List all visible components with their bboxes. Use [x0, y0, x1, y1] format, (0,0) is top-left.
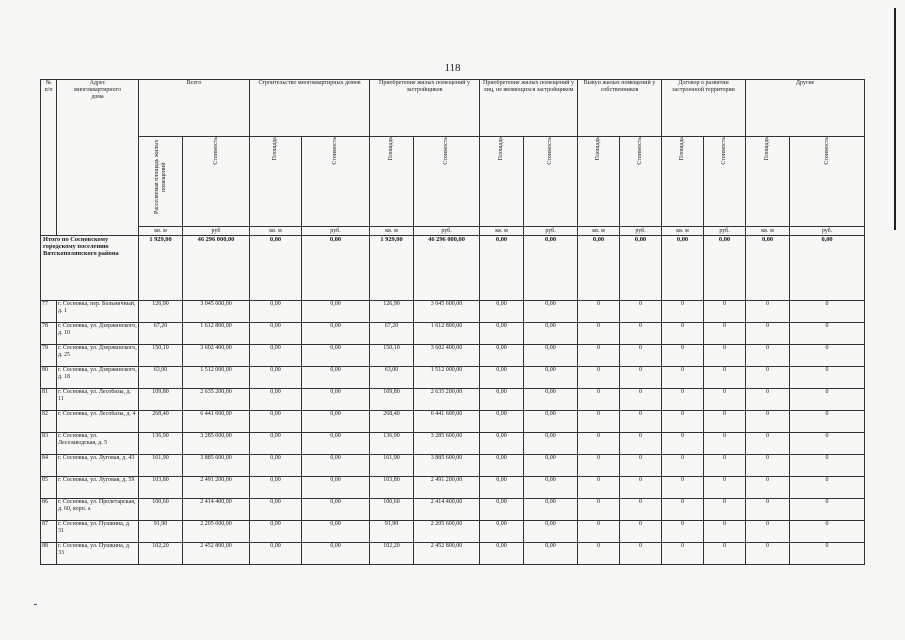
total-value: 0,00: [620, 236, 662, 301]
row-value: 0,00: [250, 499, 302, 521]
row-address: г. Сосновка, ул. Дзержинского, д. 10: [57, 323, 139, 345]
row-value: 0: [704, 433, 746, 455]
row-number: 87: [41, 521, 57, 543]
row-value: 0: [662, 455, 704, 477]
row-value: 0: [746, 499, 790, 521]
row-value: 0: [662, 543, 704, 565]
row-value: 0,00: [524, 521, 578, 543]
unit-cell: руб.: [620, 227, 662, 236]
row-value: 102,20: [370, 543, 414, 565]
row-address: г. Сосновка, ул. Луговая, д. 43: [57, 455, 139, 477]
margin-line: [894, 8, 896, 230]
row-value: 0: [704, 477, 746, 499]
row-value: 0,00: [302, 301, 370, 323]
row-value: 0,00: [480, 477, 524, 499]
row-value: 0: [746, 323, 790, 345]
row-value: 0: [620, 433, 662, 455]
row-value: 3 045 600,00: [414, 301, 480, 323]
row-number: 88: [41, 543, 57, 565]
row-address: г. Сосновка, пер. Больничный, д. 1: [57, 301, 139, 323]
table-row: [41, 455, 865, 477]
row-address: г. Сосновка, ул. Лесобазы, д. 11: [57, 389, 139, 411]
row-value: 0,00: [480, 411, 524, 433]
row-value: 0,00: [524, 389, 578, 411]
row-value: 91,90: [139, 521, 183, 543]
row-value: 103,80: [139, 477, 183, 499]
header-group-development-agreement: Договор о развитии застроенной территории: [662, 80, 746, 137]
header-subcol: Стоимость: [302, 137, 370, 227]
row-value: 0: [620, 543, 662, 565]
row-number: 81: [41, 389, 57, 411]
row-value: 0: [790, 323, 865, 345]
row-value: 0,00: [524, 367, 578, 389]
header-subcol: Площадь: [746, 137, 790, 227]
row-value: 0: [704, 543, 746, 565]
row-value: 0,00: [250, 301, 302, 323]
row-value: 0,00: [302, 543, 370, 565]
row-value: 0: [578, 543, 620, 565]
row-number: 84: [41, 455, 57, 477]
row-value: 0: [790, 499, 865, 521]
row-value: 91,90: [370, 521, 414, 543]
row-value: 0: [790, 411, 865, 433]
row-value: 0: [790, 521, 865, 543]
row-number: 79: [41, 345, 57, 367]
row-value: 2 491 200,00: [414, 477, 480, 499]
row-value: 0,00: [302, 499, 370, 521]
row-value: 0: [790, 367, 865, 389]
row-value: 0: [662, 345, 704, 367]
row-value: 0: [704, 411, 746, 433]
row-value: 0,00: [480, 433, 524, 455]
row-value: 2 491 200,00: [183, 477, 250, 499]
row-value: 0: [662, 499, 704, 521]
row-value: 3 885 600,00: [414, 455, 480, 477]
unit-cell: кв. м: [662, 227, 704, 236]
row-value: 0,00: [480, 521, 524, 543]
header-subcol: Стоимость: [183, 137, 250, 227]
row-value: 150,10: [139, 345, 183, 367]
row-value: 0,00: [524, 433, 578, 455]
table-row: [41, 323, 865, 345]
margin-dot: [34, 604, 37, 605]
row-value: 0,00: [302, 389, 370, 411]
header-subcol: Площадь: [370, 137, 414, 227]
row-value: 0: [620, 455, 662, 477]
row-value: 161,90: [370, 455, 414, 477]
row-value: 0,00: [524, 543, 578, 565]
row-value: 0: [746, 543, 790, 565]
row-value: 0,00: [250, 521, 302, 543]
row-address: г. Сосновка, ул. Лесозаводская, д. 5: [57, 433, 139, 455]
total-value: 0,00: [302, 236, 370, 301]
row-address: г. Сосновка, ул. Луговая, д. 59: [57, 477, 139, 499]
row-value: 63,00: [139, 367, 183, 389]
header-subcol: Площадь: [250, 137, 302, 227]
row-value: 3 885 600,00: [183, 455, 250, 477]
row-value: 6 441 600,00: [183, 411, 250, 433]
row-value: 0: [746, 521, 790, 543]
row-value: 102,20: [139, 543, 183, 565]
row-value: 0,00: [480, 543, 524, 565]
row-address: г. Сосновка, ул. Пушкина, д. 33: [57, 543, 139, 565]
row-value: 0: [662, 521, 704, 543]
row-value: 6 441 600,00: [414, 411, 480, 433]
unit-cell: руб.: [414, 227, 480, 236]
total-value: 1 929,00: [139, 236, 183, 301]
total-value: 0,00: [790, 236, 865, 301]
header-subcol: Стоимость: [704, 137, 746, 227]
unit-cell: руб.: [524, 227, 578, 236]
row-value: 0: [578, 477, 620, 499]
row-value: 0: [790, 543, 865, 565]
page-number: 118: [444, 62, 461, 74]
row-value: 0: [578, 411, 620, 433]
row-value: 0: [704, 301, 746, 323]
row-value: 2 414 400,00: [414, 499, 480, 521]
row-number: 86: [41, 499, 57, 521]
row-value: 0: [620, 499, 662, 521]
row-value: 1 512 000,00: [183, 367, 250, 389]
row-value: 0: [578, 455, 620, 477]
row-value: 0: [620, 301, 662, 323]
row-number: 80: [41, 367, 57, 389]
row-value: 136,90: [139, 433, 183, 455]
header-group-total: Всего: [139, 80, 250, 137]
total-value: 0,00: [662, 236, 704, 301]
row-number: 78: [41, 323, 57, 345]
total-label: Итого по Сосновскому городскому поселению Вятскополянского района: [41, 236, 139, 301]
header-subcol: Стоимость: [790, 137, 865, 227]
row-number: 77: [41, 301, 57, 323]
row-number: 82: [41, 411, 57, 433]
row-value: 0,00: [524, 455, 578, 477]
row-value: 0,00: [524, 499, 578, 521]
row-value: 0: [746, 455, 790, 477]
row-value: 0,00: [302, 323, 370, 345]
row-value: 1 512 000,00: [414, 367, 480, 389]
row-value: 2 414 400,00: [183, 499, 250, 521]
row-value: 0: [620, 521, 662, 543]
row-address: г. Сосновка, ул. Дзержинского, д. 25: [57, 345, 139, 367]
row-value: 0,00: [250, 411, 302, 433]
row-value: 1 612 800,00: [183, 323, 250, 345]
row-value: 0,00: [524, 477, 578, 499]
row-value: 67,20: [370, 323, 414, 345]
row-value: 0: [662, 411, 704, 433]
row-address: г. Сосновка, ул. Лесобазы, д. 4: [57, 411, 139, 433]
row-value: 0: [662, 367, 704, 389]
header-group-other: Другие: [746, 80, 865, 137]
row-value: 3 602 400,00: [183, 345, 250, 367]
row-address: г. Сосновка, ул. Пролетарская, д. 60, корп. а: [57, 499, 139, 521]
row-value: 0,00: [250, 367, 302, 389]
row-value: 0,00: [480, 367, 524, 389]
row-value: 0: [704, 323, 746, 345]
row-number: 83: [41, 433, 57, 455]
row-value: 63,00: [370, 367, 414, 389]
total-value: 0,00: [704, 236, 746, 301]
row-value: 0,00: [250, 323, 302, 345]
row-value: 0: [662, 433, 704, 455]
unit-cell: кв. м: [250, 227, 302, 236]
row-value: 0: [704, 367, 746, 389]
row-value: 103,80: [370, 477, 414, 499]
row-value: 0,00: [302, 433, 370, 455]
header-group-purchase-developers: Приобретение жилых помещений у застройщиков: [370, 80, 480, 137]
row-value: 0,00: [302, 367, 370, 389]
row-value: 0: [620, 323, 662, 345]
row-value: 2 452 800,00: [183, 543, 250, 565]
row-value: 2 205 600,00: [183, 521, 250, 543]
row-value: 268,40: [370, 411, 414, 433]
row-value: 0: [790, 477, 865, 499]
row-value: 0: [620, 411, 662, 433]
row-value: 268,40: [139, 411, 183, 433]
header-address: Адрес многоквартирного дома: [57, 80, 139, 236]
row-value: 109,80: [139, 389, 183, 411]
row-value: 0: [704, 455, 746, 477]
row-value: 0: [578, 433, 620, 455]
row-value: 2 452 800,00: [414, 543, 480, 565]
row-value: 0: [620, 367, 662, 389]
row-value: 126,90: [370, 301, 414, 323]
row-value: 0: [790, 301, 865, 323]
row-value: 0: [704, 499, 746, 521]
row-value: 0,00: [302, 411, 370, 433]
table-row: [41, 301, 865, 323]
row-value: 0: [790, 455, 865, 477]
row-value: 0,00: [480, 301, 524, 323]
row-value: 161,90: [139, 455, 183, 477]
table-row: [41, 521, 865, 543]
row-value: 0,00: [480, 455, 524, 477]
table-row: [41, 345, 865, 367]
row-value: 150,10: [370, 345, 414, 367]
row-value: 0: [578, 389, 620, 411]
total-row: [41, 236, 865, 301]
row-value: 0: [746, 301, 790, 323]
header-row-groups: [41, 80, 865, 137]
row-address: г. Сосновка, ул. Дзержинского, д. 18: [57, 367, 139, 389]
row-value: 126,90: [139, 301, 183, 323]
row-value: 0: [746, 477, 790, 499]
unit-cell: кв. м: [480, 227, 524, 236]
header-group-purchase-non-developers: Приобретение жилых помещений у лиц, не являющихся застройщиком: [480, 80, 578, 137]
row-value: 0: [620, 477, 662, 499]
row-value: 0,00: [250, 433, 302, 455]
row-value: 0: [790, 389, 865, 411]
row-value: 0: [704, 345, 746, 367]
row-value: 2 205 600,00: [414, 521, 480, 543]
row-value: 136,90: [370, 433, 414, 455]
header-subcol: Площадь: [578, 137, 620, 227]
row-number: 85: [41, 477, 57, 499]
header-row-subcolumns: [41, 137, 865, 227]
unit-cell: кв. м: [139, 227, 183, 236]
row-value: 0,00: [480, 499, 524, 521]
total-value: 0,00: [524, 236, 578, 301]
row-value: 100,60: [139, 499, 183, 521]
total-value: 1 929,00: [370, 236, 414, 301]
row-value: 0,00: [524, 411, 578, 433]
row-value: 1 612 800,00: [414, 323, 480, 345]
row-value: 0: [578, 301, 620, 323]
table-row: [41, 543, 865, 565]
row-value: 0: [578, 323, 620, 345]
total-value: 0,00: [480, 236, 524, 301]
row-value: 3 045 600,00: [183, 301, 250, 323]
row-value: 109,80: [370, 389, 414, 411]
row-value: 0,00: [302, 345, 370, 367]
row-value: 0: [578, 499, 620, 521]
unit-cell: руб.: [704, 227, 746, 236]
row-value: 0: [704, 389, 746, 411]
row-value: 0,00: [480, 345, 524, 367]
header-subcol: Стоимость: [620, 137, 662, 227]
row-value: 0,00: [250, 389, 302, 411]
row-value: 0: [746, 389, 790, 411]
header-group-buyout: Выкуп жилых помещений у собственников: [578, 80, 662, 137]
table-row: [41, 411, 865, 433]
unit-cell: руб.: [302, 227, 370, 236]
unit-cell: руб: [183, 227, 250, 236]
header-subcol: Расселяемая площадь жилых помещений: [139, 137, 183, 227]
row-value: 0: [662, 477, 704, 499]
row-value: 0: [790, 433, 865, 455]
row-value: 0,00: [302, 455, 370, 477]
row-value: 3 602 400,00: [414, 345, 480, 367]
row-value: 0,00: [250, 543, 302, 565]
row-value: 0,00: [524, 345, 578, 367]
header-subcol: Площадь: [480, 137, 524, 227]
header-row-units: [41, 227, 865, 236]
row-value: 100,60: [370, 499, 414, 521]
table-row: [41, 367, 865, 389]
row-value: 3 285 600,00: [183, 433, 250, 455]
unit-cell: кв. м: [370, 227, 414, 236]
resettlement-table: [40, 79, 865, 565]
row-value: 0: [746, 433, 790, 455]
row-value: 0,00: [524, 301, 578, 323]
row-value: 3 285 600,00: [414, 433, 480, 455]
unit-cell: руб.: [790, 227, 865, 236]
table-row: [41, 433, 865, 455]
row-value: 0: [620, 345, 662, 367]
header-group-construction: Строительство многоквартирных домов: [250, 80, 370, 137]
header-num: № п/п: [41, 80, 57, 236]
row-value: 0,00: [302, 477, 370, 499]
total-value: 0,00: [250, 236, 302, 301]
table-row: [41, 389, 865, 411]
row-value: 0,00: [524, 323, 578, 345]
table-row: [41, 499, 865, 521]
table-body: [41, 236, 865, 565]
row-value: 0: [662, 389, 704, 411]
row-value: 0,00: [480, 389, 524, 411]
row-value: 2 635 200,00: [414, 389, 480, 411]
row-value: 0,00: [302, 521, 370, 543]
unit-cell: кв. м: [746, 227, 790, 236]
row-address: г. Сосновка, ул. Пушкина, д. 31: [57, 521, 139, 543]
row-value: 0: [704, 521, 746, 543]
row-value: 0,00: [250, 455, 302, 477]
row-value: 0: [620, 389, 662, 411]
table-row: [41, 477, 865, 499]
row-value: 0,00: [250, 477, 302, 499]
row-value: 0: [790, 345, 865, 367]
unit-cell: кв. м: [578, 227, 620, 236]
total-value: 46 296 000,00: [414, 236, 480, 301]
row-value: 0,00: [480, 323, 524, 345]
row-value: 0: [746, 345, 790, 367]
row-value: 0,00: [250, 345, 302, 367]
row-value: 0: [662, 323, 704, 345]
total-value: 0,00: [578, 236, 620, 301]
row-value: 2 635 200,00: [183, 389, 250, 411]
row-value: 0: [746, 411, 790, 433]
row-value: 67,20: [139, 323, 183, 345]
header-subcol: Стоимость: [524, 137, 578, 227]
row-value: 0: [662, 301, 704, 323]
total-value: 0,00: [746, 236, 790, 301]
row-value: 0: [746, 367, 790, 389]
total-value: 46 296 000,00: [183, 236, 250, 301]
header-subcol: Площадь: [662, 137, 704, 227]
row-value: 0: [578, 367, 620, 389]
row-value: 0: [578, 521, 620, 543]
row-value: 0: [578, 345, 620, 367]
header-subcol: Стоимость: [414, 137, 480, 227]
